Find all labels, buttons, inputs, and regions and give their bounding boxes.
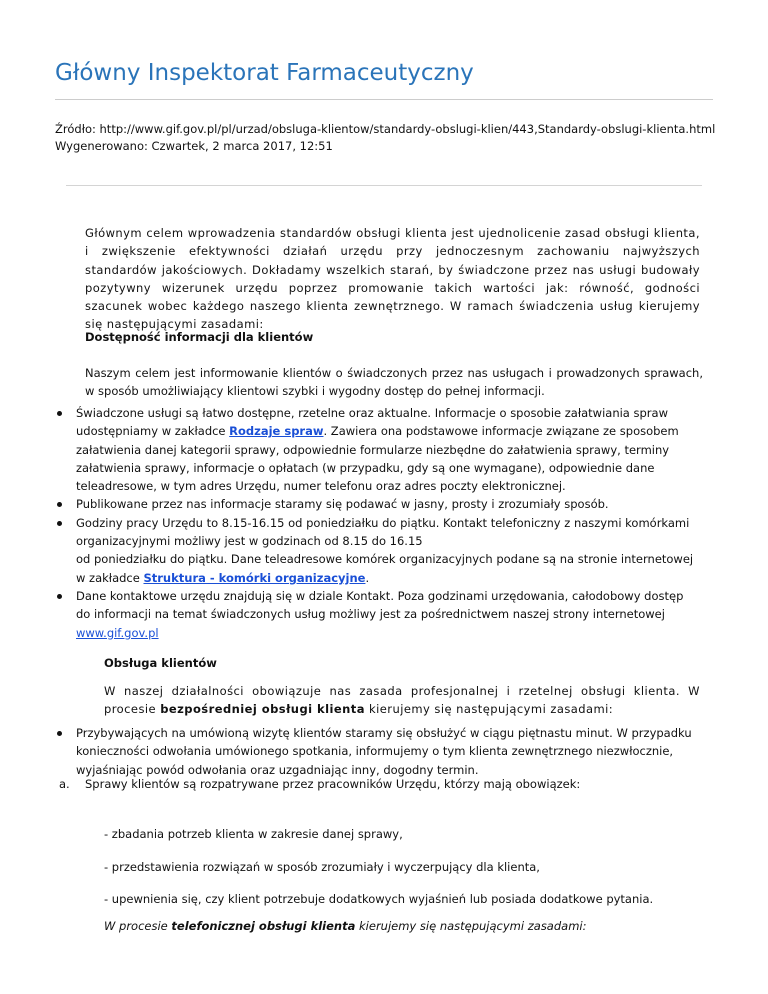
paragraph-text: kierujemy się następującymi zasadami: — [355, 919, 587, 933]
list-item-text: Świadczone usługi są łatwo dostępne, rzetelne oraz aktualne. Informacje o sposobie załatwiania spraw udostępniamy w zakładce — [76, 406, 668, 439]
list-item-text: . Zawiera ona podstawowe informacje związane ze sposobem załatwienia danej kategorii sprawy, odpowiednie formularze niezbędne do załatwienia sprawy, terminy załatwienia sprawy, informacje o opłatach (w przypadku, gdy są one wymagane), odpowiednie dane teleadresowe, w tym adres Urzędu, numer telefonu oraz adres poczty elektronicznej. — [76, 424, 679, 494]
list-item — [55, 404, 695, 495]
struktura-link[interactable]: Struktura - komórki organizacyjne — [143, 570, 366, 585]
paragraph-bold-text: bezpośredniej obsługi klienta — [160, 702, 365, 717]
rodzaje-spraw-link[interactable]: Rodzaje spraw — [229, 424, 324, 439]
duty-item: - przedstawienia rozwiązań w sposób zrozumiały i wyczerpujący dla klienta, — [104, 860, 540, 874]
list-marker: a. — [59, 777, 70, 791]
source-line: Źródło: http://www.gif.gov.pl/pl/urzad/obsluga-klientow/standardy-obslugi-klien/443,Standardy-obslugi-klienta.html — [55, 122, 716, 136]
list-item-text: od poniedziałku do piątku. Dane teleadresowe komórek organizacyjnych podane są na stronie internetowej w zakładce — [76, 552, 694, 585]
list-item — [55, 587, 695, 642]
list-item-text: Dane kontaktowe urzędu znajdują się w dziale Kontakt. Poza godzinami urzędowania, całodobowy dostęp do informacji na temat świadczonych usług możliwy jest za pośrednictwem naszej strony internetowej — [76, 588, 684, 622]
generated-line: Wygenerowano: Czwartek, 2 marca 2017, 12:51 — [55, 139, 333, 153]
list-item — [55, 514, 695, 587]
intro-paragraph: Głównym celem wprowadzenia standardów obsługi klienta jest ujednolicenie zasad obsługi klienta, i zwiększenie efektywności działań urzędu przy jednoczesnym zachowaniu najwyższych standardów jakościowych. Dokładamy wszelkich starań, by świadczone przez nas usługi budowały pozytywny wizerunek urzędu poprzez promowanie takich wartości jak: równość, godności szacunek wobec każdego naszego klienta zewnętrznego. W ramach świadczenia usług kierujemy się następującymi zasadami: — [85, 226, 700, 332]
duty-item: - upewnienia się, czy klient potrzebuje dodatkowych wyjaśnień lub posiada dodatkowe pytania. — [104, 892, 654, 906]
duty-item: - zbadania potrzeb klienta w zakresie danej sprawy, — [104, 827, 403, 841]
list-item-text: Sprawy klientów są rozpatrywane przez pracowników Urzędu, którzy mają obowiązek: — [85, 777, 581, 791]
section-heading-service: Obsługa klientów — [104, 656, 217, 670]
phone-service-line — [104, 917, 586, 935]
source-meta — [55, 121, 715, 155]
service-list — [55, 724, 695, 779]
list-item: Publikowane przez nas informacje staramy się podawać w jasny, prosty i zrozumiały sposób. — [55, 495, 695, 513]
availability-paragraph: Naszym celem jest informowanie klientów o świadczonych przez nas usługach i prowadzonych sprawach, w sposób umożliwiający klientowi szybki i wygodny dostęp do pełnej informacji. — [85, 366, 703, 399]
ordered-list-item — [59, 775, 580, 793]
paragraph-bold-text: telefonicznej obsługi klienta — [171, 919, 356, 933]
content-divider — [66, 185, 702, 186]
header-divider — [55, 99, 713, 100]
gif-website-link[interactable]: www.gif.gov.pl — [76, 625, 159, 640]
service-paragraph — [104, 682, 700, 719]
list-item: Przybywających na umówioną wizytę klientów staramy się obsłużyć w ciągu piętnastu minut. W przypadku konieczności odwołania umówionego spotkania, informujemy o tym klienta zewnętrznego niezwłocznie, wyjaśniając powód odwołania oraz uzgadniając inny, dogodny termin. — [55, 724, 695, 779]
paragraph-text: kierujemy się następującymi zasadami: — [364, 702, 614, 717]
availability-list — [55, 404, 695, 642]
paragraph-text: W procesie — [104, 919, 172, 933]
section-heading-availability: Dostępność informacji dla klientów — [85, 330, 314, 344]
list-item-text: Godziny pracy Urzędu to 8.15-16.15 od poniedziałku do piątku. Kontakt telefoniczny z naszymi komórkami organizacyjnymi możliwy jest w godzinach od 8.15 do 16.15 — [76, 515, 690, 549]
site-title: Główny Inspektorat Farmaceutyczny — [55, 60, 474, 86]
paragraph-text: W naszej działalności obowiązuje nas zasada profesjonalnej i rzetelnej obsługi klienta. W procesie — [104, 684, 700, 717]
list-item-text: . — [365, 570, 370, 585]
